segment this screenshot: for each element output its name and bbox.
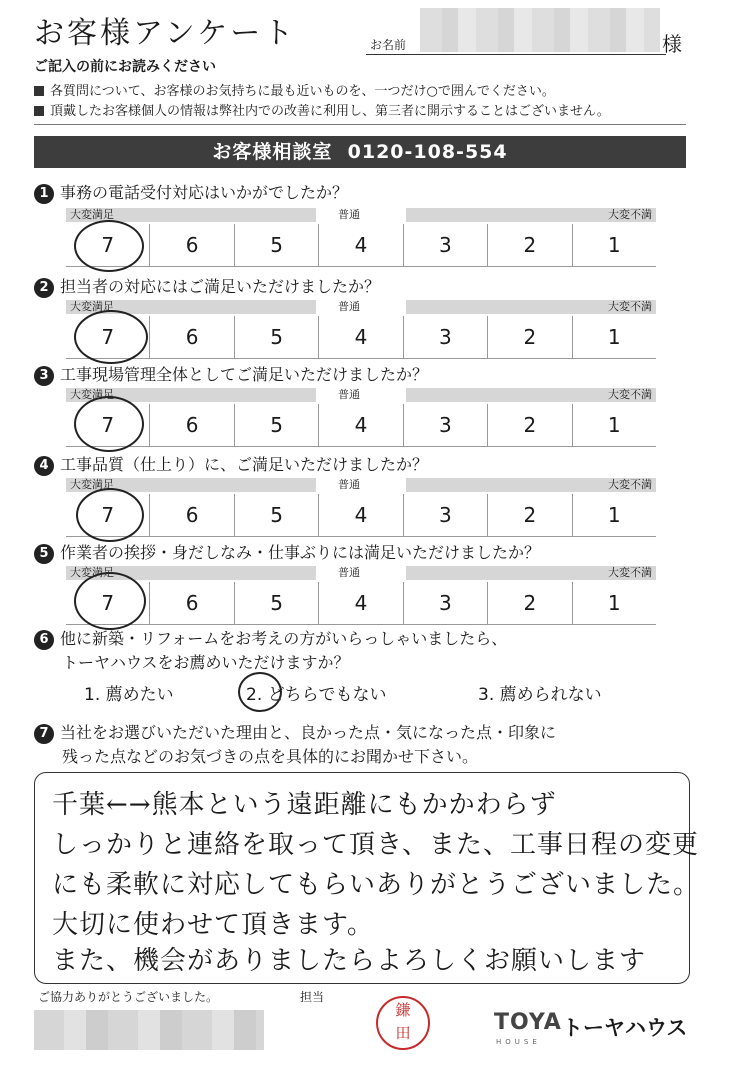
company-logo-sub: HOUSE (496, 1038, 541, 1046)
rating-scale-4 (66, 476, 656, 538)
question-2 (34, 274, 380, 298)
question-3 (34, 362, 428, 386)
scale-high-label: 大変満足 (70, 388, 114, 401)
answer-circle (238, 672, 282, 712)
question-1 (34, 180, 348, 204)
question-number: 3 (34, 366, 54, 386)
honorific: 様 (662, 32, 682, 56)
question-6-line2: トーヤハウスをお薦めいただけますか？ (62, 653, 350, 672)
rating-scale-3 (66, 386, 656, 448)
rating-option[interactable]: 7 (66, 494, 150, 536)
divider (34, 124, 686, 125)
scale-mid-label: 普通 (338, 388, 360, 401)
rating-option[interactable]: 3 (404, 404, 488, 446)
staff-label: 担当 (300, 990, 325, 1004)
rating-option[interactable]: 6 (150, 494, 234, 536)
question-7 (34, 720, 556, 744)
rating-option[interactable]: 7 (66, 582, 150, 624)
notice-title: ご記入の前にお読みください (34, 59, 216, 75)
redacted-info (34, 1010, 264, 1050)
rating-option[interactable]: 5 (235, 582, 319, 624)
scale-high-label: 大変満足 (70, 208, 114, 221)
rating-option[interactable]: 4 (319, 224, 403, 266)
scale-high-label: 大変満足 (70, 566, 114, 579)
name-label: お名前 (370, 38, 407, 52)
redacted-name (420, 8, 660, 52)
option-1[interactable]: 1. 薦めたい (84, 685, 174, 705)
rating-option[interactable]: 3 (404, 224, 488, 266)
scale-low-label: 大変不満 (608, 300, 652, 313)
rating-option[interactable]: 7 (66, 224, 150, 266)
staff-stamp (376, 996, 430, 1050)
question-number: 4 (34, 456, 54, 476)
handwritten-line: また、機会がありましたらよろしくお願いします (52, 946, 647, 976)
rating-option[interactable]: 5 (235, 404, 319, 446)
rating-option[interactable]: 4 (319, 494, 403, 536)
thanks-text: ご協力ありがとうございました。 (38, 990, 219, 1004)
rating-option[interactable]: 6 (150, 316, 234, 358)
rating-option[interactable]: 5 (235, 494, 319, 536)
rating-option[interactable]: 5 (235, 316, 319, 358)
rating-option[interactable]: 6 (150, 224, 234, 266)
rating-option[interactable]: 1 (607, 413, 621, 437)
question-text: 担当者の対応にはご満足いただけましたか？ (60, 277, 381, 296)
rating-option[interactable]: 1 (607, 233, 621, 257)
question-text: 当社をお選びいただいた理由と、良かった点・気になった点・印象に (60, 723, 557, 742)
company-logo: TOYA (494, 1010, 562, 1035)
rating-option[interactable]: 7 (66, 316, 150, 358)
rating-option[interactable]: 3 (404, 582, 488, 624)
company-name: トーヤハウス (562, 1016, 688, 1040)
question-text: 工事品質（仕上り）に、ご満足いただけましたか？ (60, 455, 429, 474)
scale-mid-label: 普通 (338, 300, 360, 313)
answer-circle (74, 220, 144, 272)
question-number: 2 (34, 278, 54, 298)
rating-option[interactable]: 2 (488, 316, 572, 358)
rating-option[interactable]: 3 (404, 494, 488, 536)
rating-option[interactable]: 2 (488, 404, 572, 446)
scale-low-label: 大変不満 (608, 478, 652, 491)
handwritten-line: しっかりと連絡を取って頂き、また、工事日程の変更 (52, 830, 699, 860)
scale-low-label: 大変不満 (608, 388, 652, 401)
question-6 (34, 626, 507, 650)
question-text: 工事現場管理全体としてご満足いただけましたか？ (60, 365, 429, 384)
scale-mid-label: 普通 (338, 566, 360, 579)
question-text: 事務の電話受付対応はいかがでしたか？ (60, 183, 349, 202)
rating-option[interactable]: 6 (150, 582, 234, 624)
scale-mid-label: 普通 (338, 478, 360, 491)
rating-option[interactable]: 5 (235, 224, 319, 266)
answer-circle (74, 396, 144, 452)
handwritten-line: 千葉←→熊本という遠距離にもかかわらず (52, 790, 557, 820)
question-text: 作業者の挨拶・身だしなみ・仕事ぶりには満足いただけましたか？ (60, 543, 541, 562)
notice-item: 各質問について、お客様のお気持ちに最も近いものを、一つだけ○で囲んでください。 (34, 80, 555, 99)
consult-label: お客様相談室 (212, 141, 333, 163)
scale-low-label: 大変不満 (608, 208, 652, 221)
notice-item: 頂戴したお客様個人の情報は弊社内での改善に利用し、第三者に開示することはございません。 (34, 100, 610, 119)
rating-scale-1 (66, 206, 656, 268)
question-text: 他に新築・リフォームをお考えの方がいらっしゃいましたら、 (60, 629, 508, 648)
handwritten-line: にも柔軟に対応してもらいありがとうございました。 (52, 870, 701, 900)
rating-option[interactable]: 1 (607, 591, 621, 615)
stamp-text: 鎌田 (395, 1001, 411, 1042)
question-4 (34, 452, 428, 476)
page-title: お客様アンケート (34, 16, 297, 51)
rating-option[interactable]: 1 (607, 503, 621, 527)
rating-option[interactable]: 2 (488, 582, 572, 624)
option-3[interactable]: 3. 薦められない (478, 685, 602, 705)
rating-option[interactable]: 4 (319, 316, 403, 358)
scale-low-label: 大変不満 (608, 566, 652, 579)
rating-option[interactable]: 7 (66, 404, 150, 446)
rating-option[interactable]: 4 (319, 404, 403, 446)
answer-circle (76, 488, 144, 542)
rating-scale-2 (66, 298, 656, 360)
rating-option[interactable]: 2 (488, 494, 572, 536)
name-underline (366, 54, 666, 55)
rating-option[interactable]: 1 (607, 325, 621, 349)
answer-circle (74, 572, 146, 630)
consult-bar (34, 136, 686, 168)
rating-option[interactable]: 3 (404, 316, 488, 358)
question-number: 5 (34, 544, 54, 564)
rating-option[interactable]: 2 (488, 224, 572, 266)
question-number: 6 (34, 630, 54, 650)
scale-high-label: 大変満足 (70, 478, 114, 491)
option-2[interactable]: 2. どちらでもない (246, 685, 387, 705)
scale-mid-label: 普通 (338, 208, 360, 221)
rating-scale-5 (66, 564, 656, 626)
question-number: 7 (34, 724, 54, 744)
question-5 (34, 540, 540, 564)
question-number: 1 (34, 184, 54, 204)
answer-circle (74, 310, 148, 364)
handwritten-line: 大切に使わせて頂きます。 (52, 910, 374, 940)
rating-option[interactable]: 6 (150, 404, 234, 446)
scale-high-label: 大変満足 (70, 300, 114, 313)
question-7-line2: 残った点などのお気づきの点を具体的にお聞かせ下さい。 (62, 747, 479, 766)
consult-phone: 0120-108-554 (347, 141, 508, 163)
rating-option[interactable]: 4 (319, 582, 403, 624)
